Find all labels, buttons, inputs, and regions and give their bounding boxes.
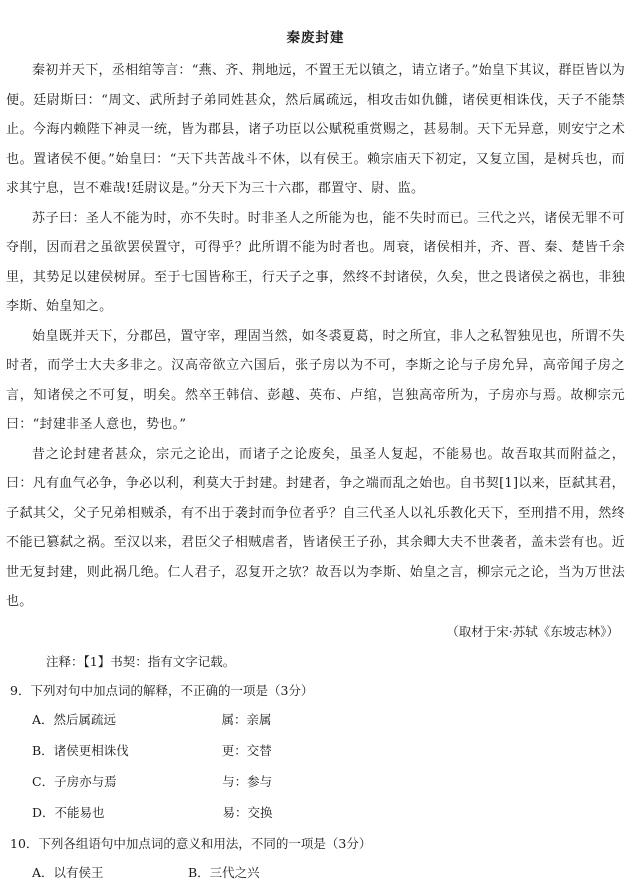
q10-options-row: [32, 857, 625, 888]
option-explanation: 属：亲属: [221, 711, 272, 727]
option-phrase: 然后属疏远: [53, 711, 117, 727]
q10-option-b: [188, 857, 340, 888]
source-citation: （取材于宋·苏轼《东坡志林》）: [446, 623, 619, 639]
option-label: A．: [32, 711, 54, 727]
q9-option-c: [32, 766, 625, 797]
q9-option-b: [32, 735, 625, 766]
option-phrase: 子房亦与焉: [54, 773, 117, 789]
paragraph-3: 始皇既并天下，分郡邑，置守宰，理固当然，如冬裘夏葛，时之所宜，非人之私智独见也，所谓不失时者，而学士大夫多非之。汉高帝欲立六国后，张子房以为不可，李斯之论与子房允异，高帝闻子房之言，知诸侯之不可复，明矣。然卒王韩信、彭越、英布、卢绾，岂独高帝所为，子房亦与焉。故柳宗元曰：“封建非圣人意也，势也。”: [6, 328, 625, 432]
question-9-stem: 9．下列对句中加点词的解释，不正确的一项是（3分）: [10, 682, 314, 698]
option-text: 以有侯王: [53, 864, 104, 880]
paragraph-1: 秦初并天下，丞相绾等言：“燕、齐、荆地远，不置王无以镇之，请立诸子。”始皇下其议，群臣皆以为便。廷尉斯曰：“周文、武所封子弟同姓甚众，然后属疏远，相攻击如仇雠，诸侯更相诛伐，天子不能禁止。今海内赖陛下神灵一统，皆为郡县，诸子功臣以公赋税重赏赐之，甚易制。天下无异意，则安宁之术也。置诸侯不便。”始皇曰：“天下共苦战斗不休，以有侯王。赖宗庙天下初定，又复立国，是树兵也，而求其宁息，岂不难哉!廷尉议是。”分天下为三十六郡，郡置守、尉、监。: [6, 63, 625, 196]
paragraph-2: 苏子曰：圣人不能为时，亦不失时。时非圣人之所能为也，能不失时而已。三代之兴，诸侯无罪不可夺削，因而君之虽欲罢侯置守，可得乎？此所谓不能为时者也。周衰，诸侯相并，齐、晋、秦、楚皆千余里，其势足以建侯树屏。至于七国皆称王，行天子之事，然终不封诸侯，久矣，世之畏诸侯之祸也，非独李斯、始皇知之。: [6, 210, 625, 314]
option-label: A．: [32, 864, 54, 880]
option-explanation: 更：交替: [221, 742, 272, 758]
option-label: B．: [187, 864, 210, 880]
option-label: C．: [32, 773, 55, 789]
option-label: D．: [32, 804, 55, 820]
option-label: B．: [32, 742, 54, 758]
option-explanation: 易：交换: [222, 804, 273, 820]
q9-option-d: [32, 797, 625, 828]
q10-option-a: [32, 857, 184, 888]
option-text: 三代之兴: [209, 864, 260, 880]
page-title: 秦废封建: [286, 30, 345, 46]
footnote: 注释：【1】书契：指有文字记载。: [46, 653, 236, 669]
option-phrase: 诸侯更相诛伐: [53, 742, 129, 758]
paragraph-4: 昔之论封建者甚众，宗元之论出，而诸子之论废矣，虽圣人复起，不能易也。故吾取其而附益之，曰：凡有血气必争，争必以利，利莫大于封建。封建者，争之端而乱之始也。自书契[1]以来，臣弑其君，子弑其父，父子兄弟相贼杀，有不出于袭封而争位者乎？自三代圣人以礼乐教化天下，至刑措不用，然终不能已篡弑之祸。至汉以来，君臣父子相贼虐者，皆诸侯王子孙，其余卿大夫不世袭者，盖未尝有也。近世无复封建，则此祸几绝。仁人君子，忍复开之欤？故吾以为李斯、始皇之言，柳宗元之论，当为万世法也。: [6, 446, 625, 609]
option-phrase: 不能易也: [54, 804, 105, 820]
option-explanation: 与：参与: [222, 773, 273, 789]
q9-option-a: [32, 704, 625, 735]
question-10-stem: 10．下列各组语句中加点词的意义和用法，不同的一项是（3分）: [10, 835, 372, 851]
